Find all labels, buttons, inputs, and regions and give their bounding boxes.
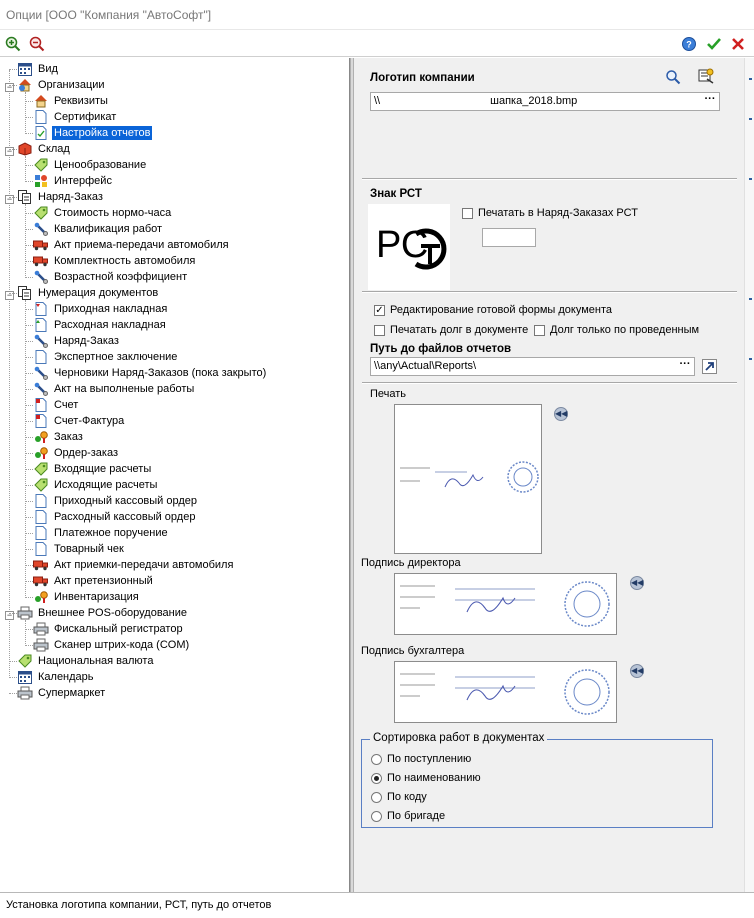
house-icon bbox=[33, 94, 49, 108]
expander-work-order[interactable]: − bbox=[6, 194, 13, 204]
document-red-icon bbox=[33, 414, 49, 428]
documents-icon bbox=[17, 286, 33, 300]
printer-icon bbox=[33, 622, 49, 636]
tree-item[interactable] bbox=[33, 637, 191, 653]
tree-item[interactable] bbox=[17, 285, 160, 301]
sort-radio-team[interactable] bbox=[371, 811, 382, 822]
wrench-icon bbox=[33, 222, 49, 236]
expander-organizations[interactable]: − bbox=[6, 82, 13, 92]
tree-item[interactable] bbox=[17, 77, 107, 93]
expander-pos-equipment[interactable]: − bbox=[6, 610, 13, 620]
tree-item-label: Расходная накладная bbox=[54, 319, 166, 331]
tree-item[interactable] bbox=[33, 333, 121, 349]
tree-item-label: Организации bbox=[38, 79, 105, 91]
window-title: Опции [ООО "Компания "АвтоСофт"] bbox=[6, 8, 212, 22]
tree-item-label: Приходная накладная bbox=[54, 303, 168, 315]
tree-item[interactable] bbox=[33, 365, 268, 381]
rst-value-field[interactable] bbox=[482, 228, 536, 247]
clear-director-sign-button[interactable]: ◀◀ bbox=[630, 576, 644, 590]
wrench-icon bbox=[33, 382, 49, 396]
truck-icon bbox=[33, 254, 49, 268]
toolbar bbox=[0, 31, 754, 57]
tree-item[interactable] bbox=[33, 429, 85, 445]
help-icon[interactable] bbox=[680, 35, 698, 53]
divider bbox=[362, 291, 737, 293]
tree-item-label: Интерфейс bbox=[54, 175, 112, 187]
shapes-icon bbox=[33, 174, 49, 188]
debt-posted-label: Долг только по проведенным bbox=[550, 324, 700, 336]
tree-item-label: Календарь bbox=[38, 671, 94, 683]
open-folder-icon[interactable] bbox=[702, 359, 717, 374]
tree-item[interactable] bbox=[17, 61, 60, 77]
debt-posted-checkbox[interactable] bbox=[534, 325, 545, 336]
rst-print-checkbox[interactable] bbox=[462, 208, 473, 219]
tree-item[interactable] bbox=[33, 269, 189, 285]
house-globe-icon bbox=[17, 78, 33, 92]
tree-item-label: Товарный чек bbox=[54, 543, 124, 555]
rst-mark-text: РС bbox=[376, 224, 429, 266]
tree-item-label: Счет-Фактура bbox=[54, 415, 125, 427]
tree-item[interactable] bbox=[17, 189, 105, 205]
wrench-icon bbox=[33, 270, 49, 284]
tree-item-label: Реквизиты bbox=[54, 95, 108, 107]
tree-item-label: Экспертное заключение bbox=[54, 351, 178, 363]
tree-item[interactable] bbox=[33, 317, 168, 333]
tree-item-label: Сертификат bbox=[54, 111, 117, 123]
printer-icon bbox=[33, 638, 49, 652]
tree-item-label: Платежное поручение bbox=[54, 527, 168, 539]
tree-item[interactable] bbox=[33, 461, 153, 477]
tree-item-label: Ордер-заказ bbox=[54, 447, 118, 459]
tree-item-label: Инвентаризация bbox=[54, 591, 139, 603]
divider bbox=[362, 382, 737, 384]
tree-item-label: Акт приема-передачи автомобиля bbox=[54, 239, 229, 251]
tree-item-label: Входящие расчеты bbox=[54, 463, 152, 475]
tree-item[interactable] bbox=[33, 493, 199, 509]
tree-item-label: Акт приемки-передачи автомобиля bbox=[54, 559, 234, 571]
tree-item[interactable] bbox=[33, 221, 164, 237]
document-check-icon bbox=[33, 126, 49, 140]
tag-icon bbox=[33, 462, 49, 476]
tree-item[interactable] bbox=[33, 445, 120, 461]
logo-path-field[interactable] bbox=[370, 92, 720, 111]
reports-path-title: Путь до файлов отчетов bbox=[370, 343, 512, 355]
tree-item-label: Приходный кассовый ордер bbox=[54, 495, 198, 507]
rst-mark-image bbox=[368, 204, 450, 290]
rst-print-label: Печатать в Наряд-Заказах РСТ bbox=[478, 207, 638, 219]
tree-item-label: Стоимость нормо-часа bbox=[54, 207, 172, 219]
clear-print-button[interactable]: ◀◀ bbox=[554, 407, 568, 421]
printer-icon bbox=[17, 686, 33, 700]
tree-item-label: Супермаркет bbox=[38, 687, 106, 699]
tree-item[interactable] bbox=[33, 573, 155, 589]
sort-label-team: По бригаде bbox=[387, 810, 446, 822]
view-logo-icon[interactable] bbox=[664, 68, 682, 86]
sort-radio-code[interactable] bbox=[371, 792, 382, 803]
sort-label-code: По коду bbox=[387, 791, 427, 803]
truck-icon bbox=[33, 238, 49, 252]
tag-icon bbox=[17, 654, 33, 668]
print-debt-label: Печатать долг в документе bbox=[390, 324, 529, 336]
print-debt-checkbox[interactable] bbox=[374, 325, 385, 336]
tree-item-label: Счет bbox=[54, 399, 79, 411]
tree-item[interactable] bbox=[33, 557, 235, 573]
document-in-icon bbox=[33, 302, 49, 316]
tree-item[interactable] bbox=[17, 141, 72, 157]
wrench-icon bbox=[33, 334, 49, 348]
accountant-sign-label: Подпись бухгалтера bbox=[361, 645, 465, 657]
tree-item[interactable] bbox=[33, 93, 110, 109]
sort-radio-arrival[interactable] bbox=[371, 754, 382, 765]
svg-text:?: ? bbox=[686, 39, 692, 50]
logo-title: Логотип компании bbox=[370, 72, 475, 84]
document-icon bbox=[33, 510, 49, 524]
document-icon bbox=[33, 494, 49, 508]
director-sign-label: Подпись директора bbox=[361, 557, 461, 569]
divider bbox=[362, 178, 737, 180]
tag-icon bbox=[33, 158, 49, 172]
truck-icon bbox=[33, 558, 49, 572]
tree-item[interactable] bbox=[17, 653, 155, 669]
tag-icon bbox=[33, 478, 49, 492]
logo-browse-button[interactable]: ··· bbox=[704, 93, 716, 105]
load-logo-icon[interactable] bbox=[697, 67, 715, 85]
vertical-scrollbar[interactable] bbox=[744, 58, 754, 892]
tree-item-label: Исходящие расчеты bbox=[54, 479, 158, 491]
tree-item[interactable] bbox=[17, 685, 107, 701]
tree-item-label: Фискальный регистратор bbox=[54, 623, 183, 635]
checkmark-icon[interactable] bbox=[705, 35, 723, 53]
tree-item-label: Наряд-Заказ bbox=[54, 335, 119, 347]
tree-item[interactable] bbox=[33, 509, 197, 525]
tree-item[interactable] bbox=[33, 205, 173, 221]
reports-path-value: \\any\Actual\Reports\ bbox=[374, 360, 477, 372]
reports-path-field[interactable] bbox=[370, 357, 695, 376]
options-tree[interactable] bbox=[0, 58, 350, 892]
clear-accountant-sign-button[interactable]: ◀◀ bbox=[630, 664, 644, 678]
print-stamp-image[interactable] bbox=[394, 404, 542, 554]
tree-item-label: Черновики Наряд-Заказов (пока закрыто) bbox=[54, 367, 267, 379]
tree-item-label: Настройка отчетов bbox=[54, 127, 151, 139]
zoom-out-icon[interactable] bbox=[28, 35, 46, 53]
expander-doc-numbering[interactable]: − bbox=[6, 290, 13, 300]
documents-icon bbox=[17, 190, 33, 204]
tree-item[interactable] bbox=[33, 109, 118, 125]
tree-item[interactable] bbox=[33, 349, 179, 365]
document-icon bbox=[33, 542, 49, 556]
truck-icon bbox=[33, 574, 49, 588]
settings-panel bbox=[354, 58, 744, 892]
edit-form-label: Редактирование готовой формы документа bbox=[390, 304, 613, 316]
tree-item-label: Акт претензионный bbox=[54, 575, 153, 587]
director-sign-image[interactable] bbox=[394, 573, 617, 635]
sort-label-arrival: По поступлению bbox=[387, 753, 472, 765]
expander-warehouse[interactable]: − bbox=[6, 146, 13, 156]
document-icon bbox=[33, 526, 49, 540]
zoom-in-icon[interactable] bbox=[4, 35, 22, 53]
document-icon bbox=[33, 350, 49, 364]
edit-form-checkbox[interactable]: ✓ bbox=[375, 305, 384, 316]
tree-item[interactable] bbox=[33, 237, 231, 253]
tree-item[interactable] bbox=[17, 669, 96, 685]
tree-item-label: Нумерация документов bbox=[38, 287, 159, 299]
tree-item[interactable] bbox=[33, 621, 185, 637]
tree-item[interactable] bbox=[33, 301, 169, 317]
print-label: Печать bbox=[370, 388, 407, 400]
tree-item-label: Склад bbox=[38, 143, 70, 155]
close-icon[interactable] bbox=[729, 35, 747, 53]
document-red-icon bbox=[33, 398, 49, 412]
title-bar bbox=[0, 0, 754, 30]
tree-item[interactable] bbox=[33, 157, 148, 173]
tree-item[interactable] bbox=[33, 173, 114, 189]
tree-item[interactable] bbox=[33, 397, 80, 413]
box-icon bbox=[17, 142, 33, 156]
printer-icon bbox=[17, 606, 33, 620]
tree-item[interactable] bbox=[33, 413, 126, 429]
sorting-groupbox bbox=[361, 732, 713, 828]
tree-item[interactable] bbox=[33, 589, 141, 605]
tree-item-label: Квалификация работ bbox=[54, 223, 163, 235]
tag-icon bbox=[33, 206, 49, 220]
order-icon bbox=[33, 446, 49, 460]
logo-path-value: \\ шапка_2018.bmp bbox=[374, 95, 578, 107]
accountant-sign-image[interactable] bbox=[394, 661, 617, 723]
tree-item-label: Национальная валюта bbox=[38, 655, 154, 667]
order-icon bbox=[33, 590, 49, 604]
wrench-icon bbox=[33, 366, 49, 380]
reports-path-browse-button[interactable]: ··· bbox=[679, 358, 691, 370]
order-icon bbox=[33, 430, 49, 444]
tree-item-label: Ценообразование bbox=[54, 159, 147, 171]
tree-item-label: Комплектность автомобиля bbox=[54, 255, 196, 267]
calendar-icon bbox=[17, 670, 33, 684]
tree-item[interactable] bbox=[33, 381, 196, 397]
sort-label-name: По наименованию bbox=[387, 772, 481, 784]
document-out-icon bbox=[33, 318, 49, 332]
tree-item[interactable] bbox=[33, 477, 159, 493]
tree-item-label: Вид bbox=[38, 63, 58, 75]
calendar-icon bbox=[17, 62, 33, 76]
document-icon bbox=[33, 110, 49, 124]
tree-item[interactable] bbox=[33, 525, 170, 541]
tree-item[interactable] bbox=[33, 125, 152, 141]
status-text: Установка логотипа компании, РСТ, путь до отчетов bbox=[6, 899, 272, 911]
tree-item[interactable] bbox=[17, 605, 189, 621]
tree-item-label: Внешнее POS-оборудование bbox=[38, 607, 187, 619]
tree-item-label: Акт на выполненые работы bbox=[54, 383, 195, 395]
sort-radio-name[interactable] bbox=[371, 773, 382, 784]
tree-item[interactable] bbox=[33, 541, 126, 557]
tree-item-label: Расходный кассовый ордер bbox=[54, 511, 196, 523]
tree-item-label: Сканер штрих-кода (COM) bbox=[54, 639, 190, 651]
tree-item[interactable] bbox=[33, 253, 197, 269]
status-bar bbox=[0, 892, 754, 918]
tree-item-label: Заказ bbox=[54, 431, 83, 443]
tree-item-label: Наряд-Заказ bbox=[38, 191, 103, 203]
rst-title: Знак РСТ bbox=[370, 188, 422, 200]
tree-item-label: Возрастной коэффициент bbox=[54, 271, 188, 283]
sorting-title: Сортировка работ в документах bbox=[370, 732, 547, 744]
